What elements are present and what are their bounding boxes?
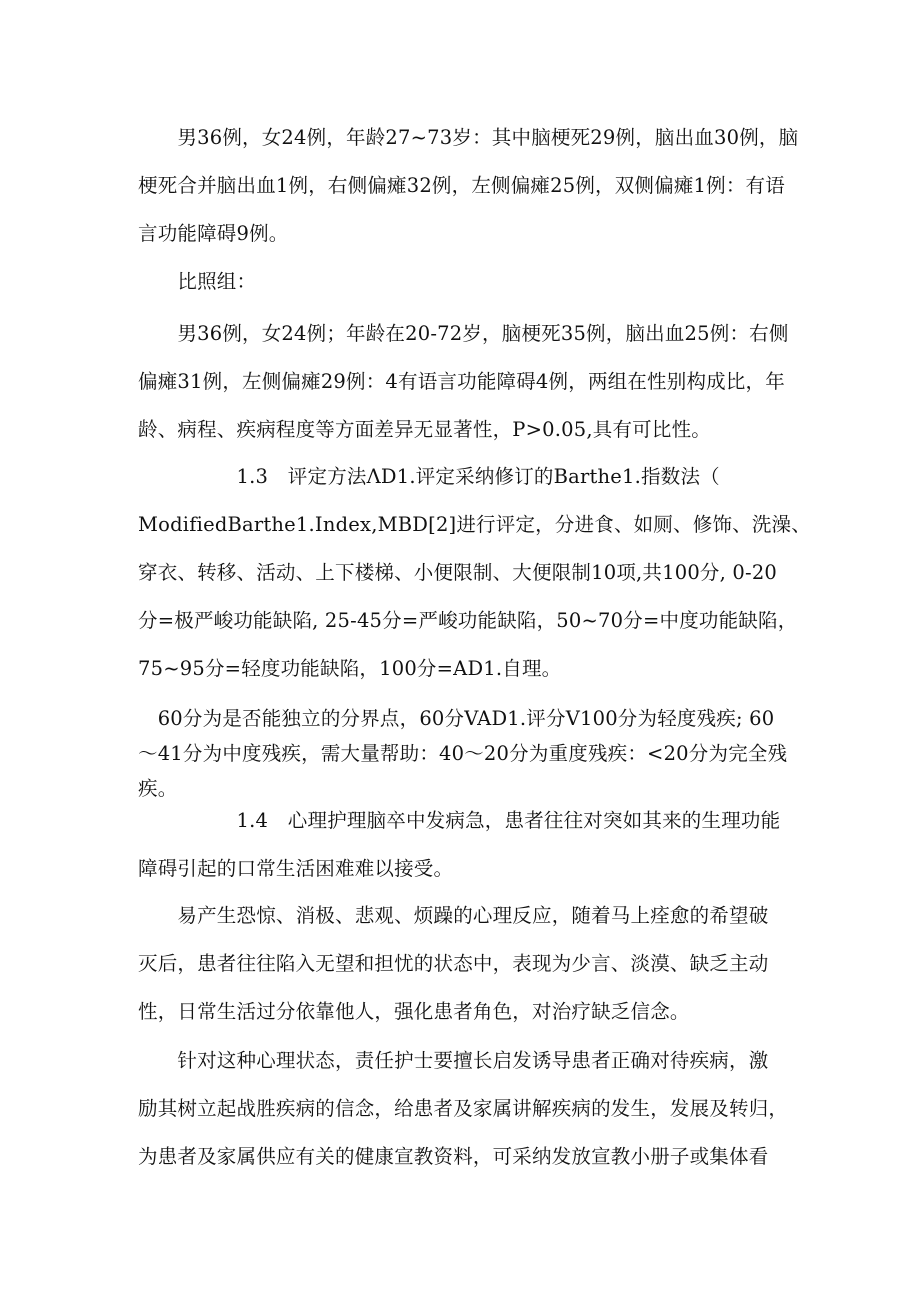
text-line: 励其树立起战胜疾病的信念，给患者及家属讲解疾病的发生，发展及转归， (138, 1097, 789, 1120)
text-line: 偏瘫31例，左侧偏瘫29例：4有语言功能障碍4例，两组在性别构成比，年 (138, 370, 785, 393)
paragraph-control-group-heading (138, 258, 788, 306)
paragraph-section-1-4 (138, 797, 788, 893)
paragraph-psych-reaction (138, 892, 788, 1036)
text-line: 性，日常生活过分依靠他人，强化患者角色，对治疗缺乏信念。 (138, 1000, 690, 1023)
text-line: 男36例，女24例，年龄27~73岁：其中脑梗死29例，脑出血30例，脑 (138, 126, 799, 149)
text-line: 障碍引起的口常生活困难难以接受。 (138, 857, 454, 880)
text-line: 1.3 评定方法ΛD1.评定采纳修订的Barthe1.指数法（ (138, 465, 720, 488)
text-line: ModifiedBarthe1.Index,MBD[2]进行评定，分进食、如厕、修饰、洗澡、 (138, 513, 811, 536)
paragraph-disability-grading (138, 701, 788, 806)
paragraph-control-group-stats (138, 310, 788, 454)
paragraph-case-group-stats (138, 114, 799, 258)
text-line: 龄、病程、疾病程度等方面差异无显著性，P>0.05,具有可比性。 (138, 418, 711, 441)
text-line: 分=极严峻功能缺陷, 25-45分=严峻功能缺陷，50~70分=中度功能缺陷， (138, 609, 798, 632)
text-line: 梗死合并脑出血1例，右侧偏瘫32例，左侧偏瘫25例，双侧偏瘫1例：有语 (138, 174, 785, 197)
text-line: 针对这种心理状态，责任护士要擅长启发诱导患者正确对待疾病，激 (138, 1049, 769, 1072)
text-line: 为患者及家属供应有关的健康宣教资料，可采纳发放宣教小册子或集体看 (138, 1145, 769, 1168)
text-line: 1.4 心理护理脑卒中发病急，患者往往对突如其来的生理功能 (138, 809, 781, 832)
text-line: 易产生恐惊、消极、悲观、烦躁的心理反应，随着马上痊愈的希望破 (138, 904, 769, 927)
text-line: ～41分为中度残疾，需大量帮助：40～20分为重度残疾：<20分为完全残 (138, 742, 788, 765)
text-line: 疾。 (138, 777, 178, 800)
text-line: 灭后，患者往往陷入无望和担忧的状态中，表现为少言、淡漠、缺乏主动 (138, 952, 769, 975)
paragraph-section-1-3 (138, 453, 811, 693)
text-line: 75~95分=轻度功能缺陷，100分=AD1.自理。 (138, 657, 562, 680)
text-line: 言功能障碍9例。 (138, 222, 289, 245)
text-line: 穿衣、转移、活动、上下楼梯、小便限制、大便限制10项,共100分, 0-20 (138, 561, 778, 584)
text-line: 60分为是否能独立的分界点，60分VAD1.评分V100分为轻度残疾; 60 (138, 707, 775, 730)
text-line: 比照组： (138, 270, 257, 293)
paragraph-nursing-guidance (138, 1037, 788, 1181)
text-line: 男36例，女24例；年龄在20-72岁，脑梗死35例，脑出血25例：右侧 (138, 322, 789, 345)
